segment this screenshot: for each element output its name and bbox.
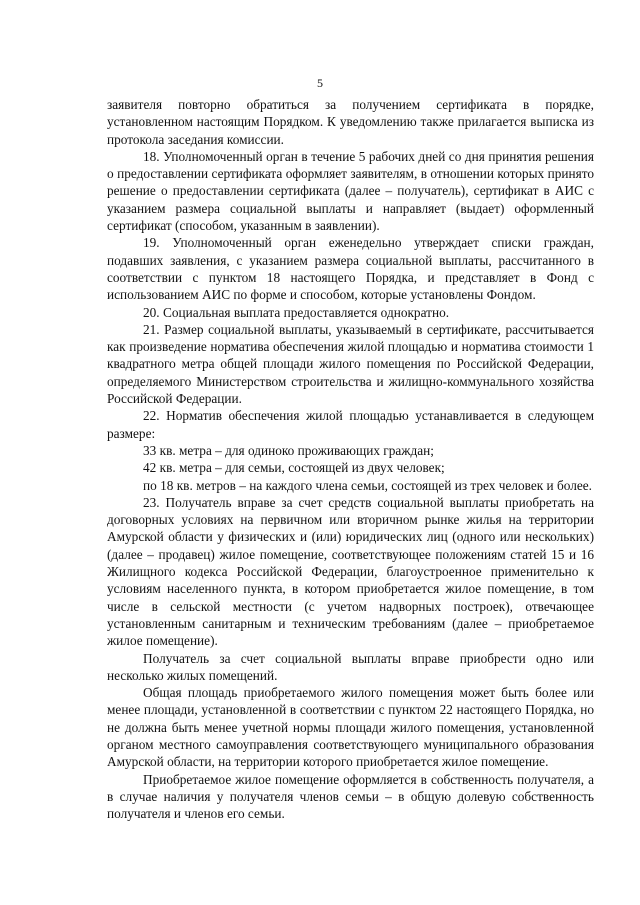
list-item-three-persons: по 18 кв. метров – на каждого члена семьи, состоящей из трех человек и более. — [143, 477, 592, 493]
paragraph-20: 20. Социальная выплата предоставляется однократно. — [143, 304, 450, 320]
paragraph-continuation: заявителя повторно обратиться за получением сертификата в порядке, установленном настоящим Порядком. К уведомлению также прилагается выписка из протокола заседания комиссии. — [107, 97, 594, 147]
document-body — [107, 96, 594, 822]
paragraph-23-part-2: Получатель за счет социальной выплаты вправе приобрести одно или несколько жилых помещений. — [107, 650, 594, 683]
paragraph-21: 21. Размер социальной выплаты, указываемый в сертификате, рассчитывается как произведение норматива обеспечения жилой площадью и норматива стоимости 1 квадратного метра общей площади жилого помещения по Российской Федерации, определяемого Министерством строительства и жилищно-коммунального хозяйства Российской Федерации. — [107, 321, 594, 407]
paragraph-22: 22. Норматив обеспечения жилой площадью устанавливается в следующем размере: — [107, 408, 594, 441]
paragraph-23-part-4: Приобретаемое жилое помещение оформляется в собственность получателя, а в случае наличия у получателя членов семьи – в общую долевую собственность получателя и членов его семьи. — [107, 771, 594, 822]
list-item-two-persons: 42 кв. метра – для семьи, состоящей из двух человек; — [143, 460, 445, 476]
paragraph-23: 23. Получатель вправе за счет средств социальной выплаты приобретать на договорных условиях на первичном или вторичном рынке жилья на территории Амурской области у физических и (или) юридических лиц (одного или нескольких) (далее – продавец) жилое помещение, соответствующее положениям статей 15 и 16 Жилищного кодекса Российской Федерации, благоустроенное применительно к условиям населенного пункта, в котором приобретается жилое помещение, в том числе в сельской местности (с учетом надворных построек), отвечающее установленным санитарным и техническим требованиям (далее – приобретаемое жилое помещение). — [107, 494, 594, 649]
list-item-single: 33 кв. метра – для одиноко проживающих граждан; — [143, 442, 434, 458]
page-number: 5 — [317, 76, 323, 90]
paragraph-18: 18. Уполномоченный орган в течение 5 рабочих дней со дня принятия решения о предоставлении сертификата оформляет заявителям, в отношении которых принято решение о предоставлении сертификата (далее – получатель), сертификат в АИС с указанием размера социальной выплаты и направляет (выдает) оформленный сертификат (способом, указанным в заявлении). — [107, 148, 594, 234]
paragraph-23-part-3: Общая площадь приобретаемого жилого помещения может быть более или менее площади, установленной в соответствии с пунктом 22 настоящего Порядка, но не должна быть менее учетной нормы площади жилого помещения, установленной органом местного самоуправления соответствующего муниципального образования Амурской области, на территории которого приобретается жилое помещение. — [107, 685, 594, 770]
paragraph-19: 19. Уполномоченный орган еженедельно утверждает списки граждан, подавших заявления, с указанием размера социальной выплаты, рассчитанного в соответствии с пунктом 18 настоящего Порядка, и представляет в Фонд с использованием АИС по форме и способом, которые установлены Фондом. — [107, 235, 594, 303]
